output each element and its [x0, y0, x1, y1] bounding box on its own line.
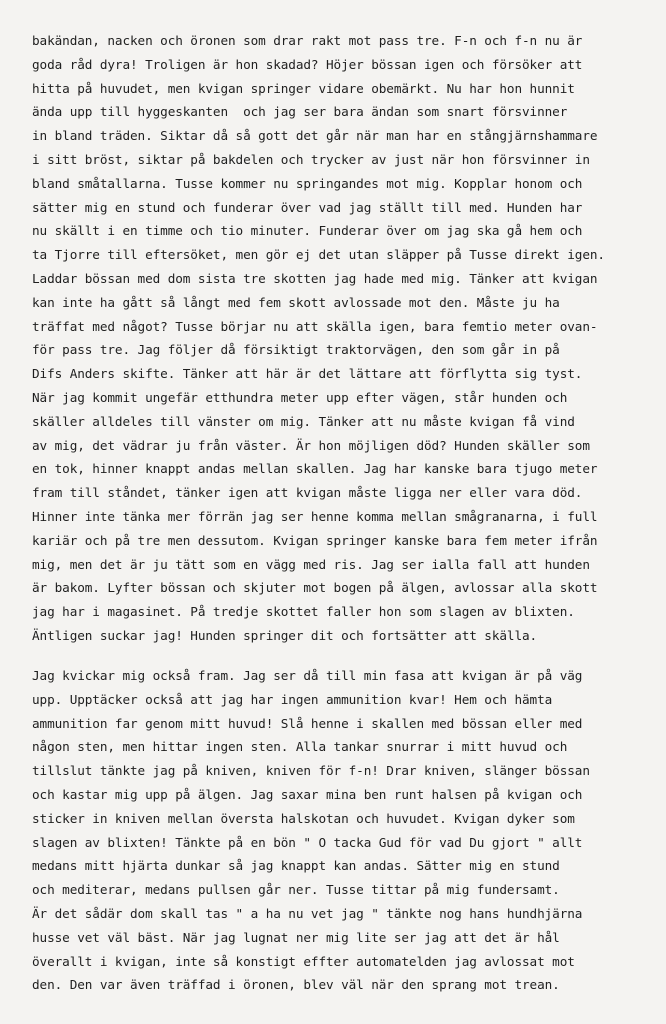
text-line: jag har i magasinet. På tredje skottet faller hon som slagen av blixten. [32, 604, 575, 620]
text-line: upp. Upptäcker också att jag har ingen ammunition kvar! Hem och hämta [32, 691, 553, 707]
text-line: skäller alldeles till vänster om mig. Tänker att nu måste kvigan få vind [32, 413, 575, 429]
text-line: Difs Anders skifte. Tänker att här är det lättare att förflytta sig tyst. [32, 366, 583, 382]
text-line: ammunition far genom mitt huvud! Slå henne i skallen med bössan eller med [32, 715, 583, 731]
text-line: hitta på huvudet, men kvigan springer vidare obemärkt. Nu har hon hunnit [32, 80, 575, 96]
text-line: medans mitt hjärta dunkar så jag knappt kan andas. Sätter mig en stund [32, 858, 560, 874]
text-line: kariär och på tre men dessutom. Kvigan springer kanske bara fem meter ifrån [32, 532, 598, 548]
text-line: Jag kvickar mig också fram. Jag ser då till min fasa att kvigan är på väg [32, 668, 583, 683]
text-line: av mig, det vädrar ju från väster. Är hon möjligen död? Hunden skäller som [32, 437, 590, 453]
text-line: tillslut tänkte jag på kniven, kniven för f-n! Drar kniven, slänger bössan [32, 763, 590, 779]
text-line: bland småtallarna. Tusse kommer nu springandes mot mig. Kopplar honom och [32, 175, 583, 191]
text-line: överallt i kvigan, inte så konstigt effter automatelden jag avlossat mot [32, 953, 575, 969]
text-line: och kastar mig upp på älgen. Jag saxar mina ben runt halsen på kvigan och [32, 786, 583, 802]
text-line: ända upp till hyggeskanten och jag ser bara ändan som snart försvinner [32, 104, 568, 120]
text-line: Hinner inte tänka mer förrän jag ser henne komma mellan smågranarna, i full [32, 508, 598, 524]
text-line: När jag kommit ungefär etthundra meter upp efter vägen, står hunden och [32, 389, 568, 405]
text-line: en tok, hinner knappt andas mellan skallen. Jag har kanske bara tjugo meter [32, 461, 598, 477]
text-line: och mediterar, medans pullsen går ner. Tusse tittar på mig fundersamt. [32, 882, 560, 898]
text-line: husse vet väl bäst. När jag lugnat ner mig lite ser jag att det är hål [32, 929, 560, 945]
text-line: Är det sådär dom skall tas " a ha nu vet jag " tänkte nog hans hundhjärna [32, 905, 583, 921]
text-line: är bakom. Lyfter bössan och skjuter mot bogen på älgen, avlossar alla skott [32, 580, 598, 596]
text-line: kan inte ha gått så långt med fem skott avlossade mot den. Måste ju ha [32, 294, 560, 310]
text-line: Äntligen suckar jag! Hunden springer dit och fortsätter att skälla. [32, 627, 538, 643]
text-line: bakändan, nacken och öronen som drar rakt mot pass tre. F-n och f-n nu är [32, 33, 583, 48]
text-line: mig, men det är ju tätt som en vägg med ris. Jag ser ialla fall att hunden [32, 556, 590, 572]
text-line: sätter mig en stund och funderar över vad jag ställt till med. Hunden har [32, 199, 583, 215]
text-line: någon sten, men hittar ingen sten. Alla tankar snurrar i mitt huvud och [32, 739, 568, 755]
text-line: den. Den var även träffad i öronen, blev väl när den sprang mot trean. [32, 977, 560, 993]
text-line: in bland träden. Siktar då så gott det går när man har en stångjärnshammare [32, 128, 598, 144]
text-line: slagen av blixten! Tänkte på en bön " O tacka Gud för vad Du gjort " allt [32, 834, 583, 850]
text-line: sticker in kniven mellan översta halskotan och huvudet. Kvigan dyker som [32, 810, 575, 826]
text-line: fram till ståndet, tänker igen att kvigan måste ligga ner eller vara död. [32, 485, 583, 501]
paragraph-2 [32, 664, 652, 997]
text-line: nu skällt i en timme och tio minuter. Funderar över om jag ska gå hem och [32, 223, 583, 239]
text-line: Laddar bössan med dom sista tre skotten jag hade med mig. Tänker att kvigan [32, 270, 598, 286]
text-line: träffat med något? Tusse börjar nu att skälla igen, bara femtio meter ovan- [32, 318, 598, 334]
text-line: för pass tre. Jag följer då försiktigt traktorvägen, den som går in på [32, 342, 560, 358]
paragraph-1 [32, 29, 652, 648]
text-line: i sitt bröst, siktar på bakdelen och trycker av just när hon försvinner in [32, 151, 590, 167]
text-line: goda råd dyra! Troligen är hon skadad? Höjer bössan igen och försöker att [32, 56, 583, 72]
text-line: ta Tjorre till eftersöket, men gör ej det utan släpper på Tusse direkt igen. [32, 247, 605, 263]
